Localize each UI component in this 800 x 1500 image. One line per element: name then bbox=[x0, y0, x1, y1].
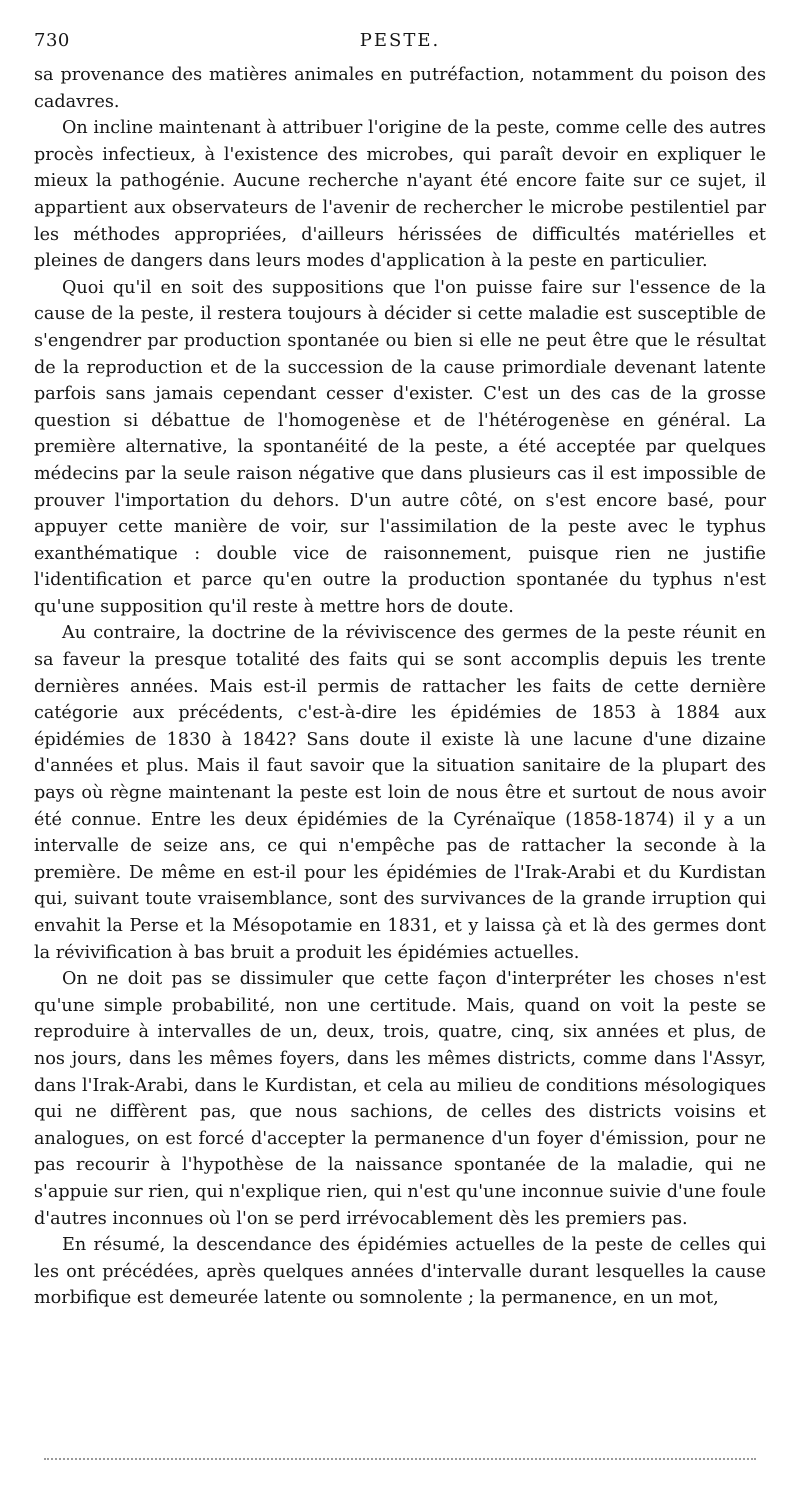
running-title: PESTE. bbox=[359, 30, 441, 51]
body-text bbox=[34, 62, 766, 1312]
page-number: 730 bbox=[34, 30, 70, 51]
paragraph: Au contraire, la doctrine de la réviviscence des germes de la peste réunit en sa faveur la presque totalité des faits qui se sont accomplis depuis les trente dernières années. Mais est-il permis de rattacher les faits de cette dernière catégorie aux précédents, c'est-à-dire les épidémies de 1853 à 1884 aux épidémies de 1830 à 1842? Sans doute il existe là une lacune d'une dizaine d'années et plus. Mais il faut savoir que la situation sanitaire de la plupart des pays où règne maintenant la peste est loin de nous être et surtout de nous avoir été connue. Entre les deux épidémies de la Cyrénaïque (1858-1874) il y a un intervalle de seize ans, ce qui n'empêche pas de rattacher la seconde à la première. De même en est-il pour les épidémies de l'Irak-Arabi et du Kurdistan qui, suivant toute vraisemblance, sont des survivances de la grande irruption qui envahit la Perse et la Mésopotamie en 1831, et y laissa çà et là des germes dont la révivification à bas bruit a produit les épidémies actuelles. bbox=[34, 623, 766, 963]
footer-bleed-through-line bbox=[44, 1458, 756, 1460]
page-header bbox=[34, 30, 766, 62]
paragraph: On incline maintenant à attribuer l'origine de la peste, comme celle des autres procès infectieux, à l'existence des microbes, qui paraît devoir en expliquer le mieux la pathogénie. Aucune recherche n'ayant été encore faite sur ce sujet, il appartient aux observateurs de l'avenir de rechercher le microbe pestilentiel par les méthodes appropriées, d'ailleurs hérissées de difficultés matérielles et pleines de dangers dans leurs modes d'application à la peste en particulier. bbox=[34, 118, 766, 272]
paragraph-continuation: sa provenance des matières animales en putréfaction, notamment du poison des cadavres. bbox=[34, 65, 766, 112]
paragraph: Quoi qu'il en soit des suppositions que l'on puisse faire sur l'essence de la cause de la peste, il restera toujours à décider si cette maladie est susceptible de s'engendrer par production spontanée ou bien si elle ne peut être que le résultat de la reproduction et de la succession de la cause primordiale devenant latente parfois sans jamais cependant cesser d'exister. C'est un des cas de la grosse question si débattue de l'homogenèse et de l'hétérogenèse en général. La première alternative, la spontanéité de la peste, a été acceptée par quelques médecins par la seule raison négative que dans plusieurs cas il est impossible de prouver l'importation du dehors. D'un autre côté, on s'est encore basé, pour appuyer cette manière de voir, sur l'assimilation de la peste avec le typhus exanthématique : double vice de raisonnement, puisque rien ne justifie l'identification et parce qu'en outre la production spontanée du typhus n'est qu'une supposition qu'il reste à mettre hors de doute. bbox=[34, 277, 766, 617]
paragraph: En résumé, la descendance des épidémies actuelles de la peste de celles qui les ont précédées, après quelques années d'intervalle durant lesquelles la cause morbifique est demeurée latente ou somnolente ; la permanence, en un mot, bbox=[34, 1235, 766, 1309]
document-page bbox=[34, 30, 766, 1312]
paragraph: On ne doit pas se dissimuler que cette façon d'interpréter les choses n'est qu'une simple probabilité, non une certitude. Mais, quand on voit la peste se reproduire à intervalles de un, deux, trois, quatre, cinq, six années et plus, de nos jours, dans les mêmes foyers, dans les mêmes districts, comme dans l'Assyr, dans l'Irak-Arabi, dans le Kurdistan, et cela au milieu de conditions mésologiques qui ne diffèrent pas, que nous sachions, de celles des districts voisins et analogues, on est forcé d'accepter la permanence d'un foyer d'émission, pour ne pas recourir à l'hypothèse de la naissance spontanée de la maladie, qui ne s'appuie sur rien, qui n'explique rien, qui n'est qu'une inconnue suivie d'une foule d'autres inconnues où l'on se perd irrévocablement dès les premiers pas. bbox=[34, 969, 766, 1229]
